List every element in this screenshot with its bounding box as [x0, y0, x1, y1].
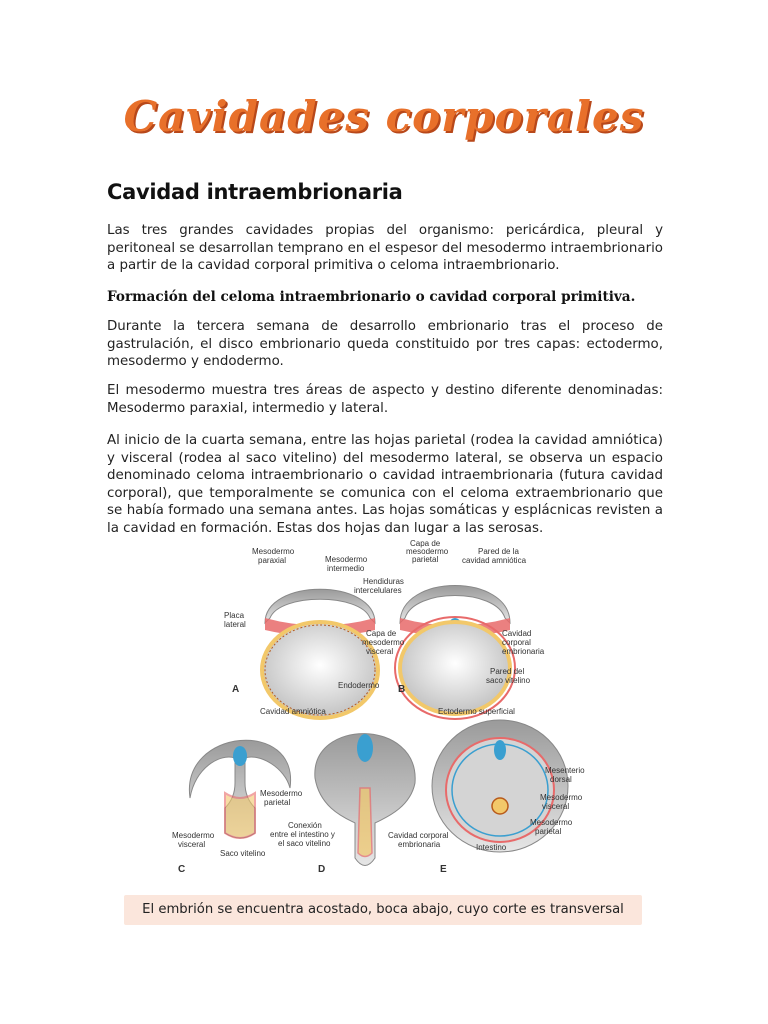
label-e-letter: E [440, 864, 447, 875]
label-b-letter: B [398, 684, 406, 695]
caption-box [124, 895, 642, 925]
label-a-letter: A [232, 684, 240, 695]
paragraph-intro: Las tres grandes cavidades propias del organismo: pericárdica, pleural y peritoneal se desarrollan temprano en el espesor del mesodermo intraembrionario a partir de la cavidad corporal primitiva o celoma intraembrionario. [107, 223, 663, 274]
label-b-cavidad: Cavidad [502, 629, 532, 638]
label-c-mesodermo-parietal: Mesodermo [260, 789, 303, 798]
label-b-capa: Capa de [410, 539, 441, 548]
label-e-ectodermo: Ectodermo superficial [438, 707, 515, 716]
label-c-saco-vitelino: Saco vitelino [220, 849, 266, 858]
label-a-placa: Placa [224, 611, 245, 620]
label-d-intestino: entre el intestino y [270, 830, 335, 839]
label-a-hendiduras: Hendiduras [363, 577, 404, 586]
label-b-pared-amniotica: Pared de la [478, 547, 519, 556]
label-b-pared-saco: Pared del [490, 667, 525, 676]
subheading-formacion: Formación del celoma intraembrionario o cavidad corporal primitiva. [107, 289, 636, 305]
label-d-conexion: Conexión [288, 821, 322, 830]
label-e-mesodermo-visceral: Mesodermo [540, 793, 583, 802]
label-e-mesodermo-parietal: Mesodermo [530, 818, 573, 827]
label-e-parietal: parietal [535, 827, 562, 836]
label-c-cavidad-amniotica: Cavidad amniótica [260, 707, 326, 716]
paragraph-gastrulacion: Durante la tercera semana de desarrollo embrionario tras el proceso de gastrulación, el disco embrionario queda constituido por tres capas: ectodermo, mesodermo y endodermo. [107, 319, 663, 370]
label-c-mesodermo-visceral: Mesodermo [172, 831, 215, 840]
label-b-embrionaria: embrionaria [502, 647, 545, 656]
label-b-visceral: visceral [366, 647, 394, 656]
label-a-mesodermo-intermedio: Mesodermo [325, 555, 368, 564]
label-e-mesenterio: Mesenterio [545, 766, 585, 775]
label-b-cavidad-amniotica: cavidad amniótica [462, 556, 527, 565]
label-e-intestino: Intestino [476, 843, 507, 852]
label-c-visceral: visceral [178, 840, 206, 849]
label-a-endodermo: Endodermo [338, 681, 380, 690]
label-c-letter: C [178, 864, 186, 875]
label-c-parietal: parietal [264, 798, 291, 807]
embryo-cross-section-figure [170, 538, 600, 878]
label-d-letter: D [318, 864, 326, 875]
label-b-saco-vitelino: saco vitelino [486, 676, 531, 685]
label-a-intermedio: intermedio [327, 564, 365, 573]
label-b-mesodermo: mesodermo [406, 547, 449, 556]
label-b-mesodermo-visceral: mesodermo [362, 638, 405, 647]
label-e-dorsal: dorsal [550, 775, 572, 784]
label-a-paraxial: paraxial [258, 556, 287, 565]
label-a-mesodermo-paraxial: Mesodermo [252, 547, 295, 556]
panel-a-diagram [262, 589, 378, 718]
label-b-corporal: corporal [502, 638, 531, 647]
panel-b-diagram [395, 586, 515, 720]
paragraph-mesodermo: El mesodermo muestra tres áreas de aspecto y destino diferente denominadas: Mesodermo paraxial, intermedio y lateral. [107, 383, 663, 416]
label-e-visceral: visceral [542, 802, 570, 811]
label-a-lateral: lateral [224, 620, 246, 629]
label-b-capa-visceral: Capa de [366, 629, 397, 638]
figure-caption: El embrión se encuentra acostado, boca abajo, cuyo corte es transversal [142, 902, 624, 917]
paragraph-cuarta-semana: Al inicio de la cuarta semana, entre las hojas parietal (rodea la cavidad amniótica) y visceral (rodea al saco vitelino) del mesodermo lateral, se observa un espacio denominado celoma intraembrionario o cavidad intraembrionaria (futura cavidad corporal), que temporalmente se comunica con el celoma extraembrionario que se había formado una semana antes. Las hojas somáticas y esplácnicas revisten a la cavidad en formación. Estas dos hojas dan lugar a las serosas. [107, 433, 663, 536]
section-heading: Cavidad intraembrionaria [107, 180, 403, 204]
label-b-parietal: parietal [412, 555, 439, 564]
label-a-intercelulares: intercelulares [354, 586, 402, 595]
label-d-cavidad: Cavidad corporal [388, 831, 449, 840]
label-d-embrionaria: embrionaria [398, 840, 441, 849]
label-d-saco: el saco vitelino [278, 839, 331, 848]
page-title: Cavidades corporales [123, 92, 645, 141]
